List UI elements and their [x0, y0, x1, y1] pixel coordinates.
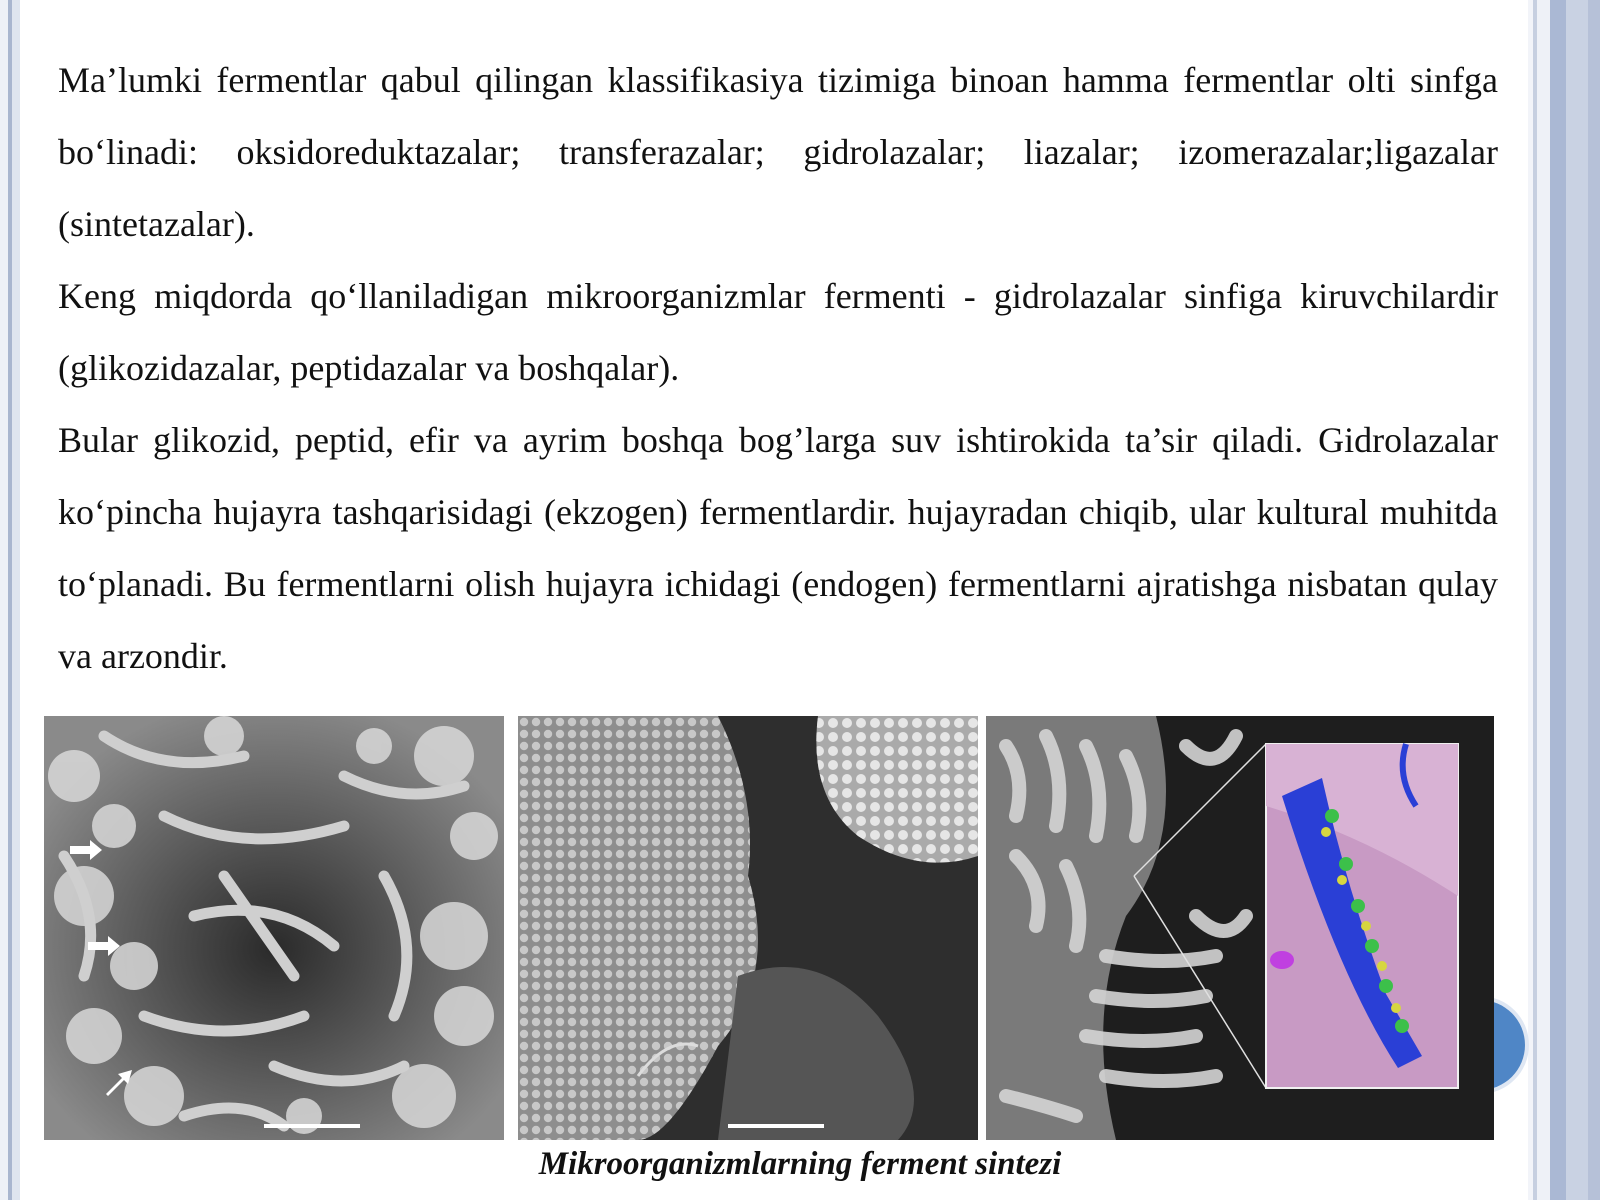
micrograph-cocci-colony: [518, 716, 978, 1140]
paragraph-classification: Ma’lumki fermentlar qabul qilingan klassifikasiya tizimiga binoan hamma fermentlar olti sinfga bo‘linadi: oksidoreduktazalar; transferazalar; gidrolazalar; liazalar; izomerazalar;ligazalar (sintetazalar).: [58, 60, 1498, 244]
micrograph-rods-protein-inset: [986, 716, 1494, 1140]
figure-caption: Mikroorganizmlarning ferment sintezi: [538, 1146, 1062, 1182]
slide-frame-right: [1528, 0, 1600, 1200]
slide-frame-left: [0, 0, 20, 1200]
paragraph-hydrolysis: Bular glikozid, peptid, efir va ayrim boshqa bog’larga suv ishtirokida ta’sir qiladi. Gidrolazalar ko‘pincha hujayra tashqarisidagi (ekzogen) fermentlardir. hujayradan chiqib, ular kultural muhitda to‘planadi. Bu fermentlarni olish hujayra ichidagi (endogen) fermentlarni ajratishga nisbatan qulay va arzondir.: [58, 420, 1498, 676]
slide-text: [58, 44, 1498, 692]
paragraph-hydrolases: Keng miqdorda qo‘llaniladigan mikroorganizmlar fermenti - gidrolazalar sinfiga kiruvchilardir (glikozidazalar, peptidazalar va boshqalar).: [58, 276, 1498, 388]
micrograph-rod-bacteria: [44, 716, 504, 1140]
